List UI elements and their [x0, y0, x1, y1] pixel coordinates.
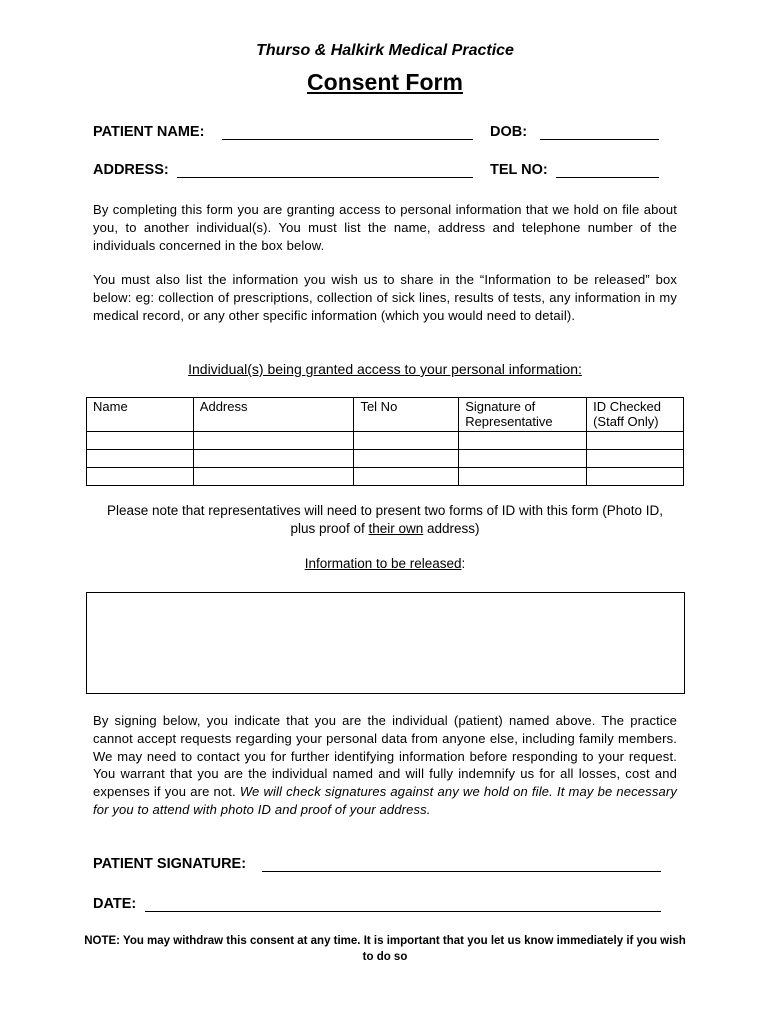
column-header-signature: Signature of Representative [459, 398, 587, 432]
date-field[interactable] [145, 911, 661, 912]
date-label: DATE: [93, 896, 137, 912]
intro-paragraph-1: By completing this form you are granting access to personal information that we hold on file about you, to another individual(s). You must list the name, address and telephone number of the individuals concerned in the box below. [93, 202, 677, 253]
form-title: Consent Form [307, 69, 463, 95]
dob-label: DOB: [490, 124, 528, 140]
signature-cell[interactable] [459, 468, 587, 486]
address-label: ADDRESS: [93, 162, 169, 178]
address-cell[interactable] [193, 468, 354, 486]
patient-name-field[interactable] [222, 139, 473, 140]
id-checked-cell[interactable] [587, 432, 684, 450]
table-row [87, 450, 684, 468]
table-header-row [87, 398, 684, 432]
tel-label: TEL NO: [490, 162, 548, 178]
name-cell[interactable] [87, 450, 194, 468]
tel-cell[interactable] [354, 432, 459, 450]
signature-cell[interactable] [459, 432, 587, 450]
signature-cell[interactable] [459, 450, 587, 468]
intro-paragraph-2: You must also list the information you wish us to share in the “Information to be released” box below: eg: collection of prescriptions, collection of sick lines, results of tests, any information in my medical record, or any other specific information (which you would need to detail). [93, 272, 677, 323]
address-field[interactable] [177, 177, 473, 178]
patient-signature-label: PATIENT SIGNATURE: [93, 856, 247, 872]
info-release-box[interactable] [86, 592, 685, 694]
column-header-id-checked: ID Checked (Staff Only) [587, 398, 684, 432]
footer-note: NOTE: You may withdraw this consent at any time. It is important that you let us know immediately if you wish to do so [84, 935, 686, 963]
name-cell[interactable] [87, 432, 194, 450]
column-header-name: Name [87, 398, 194, 432]
id-note-emphasis: their own [368, 521, 424, 536]
id-checked-cell[interactable] [587, 468, 684, 486]
address-cell[interactable] [193, 432, 354, 450]
table-row [87, 468, 684, 486]
practice-name: Thurso & Halkirk Medical Practice [256, 42, 514, 59]
tel-field[interactable] [556, 177, 659, 178]
address-cell[interactable] [193, 450, 354, 468]
name-cell[interactable] [87, 468, 194, 486]
info-release-heading-wrap [0, 555, 770, 573]
tel-cell[interactable] [354, 450, 459, 468]
info-release-heading: Information to be released [304, 556, 462, 571]
access-table [86, 397, 684, 486]
declaration-paragraph [93, 712, 677, 819]
id-note [95, 502, 675, 538]
column-header-tel: Tel No [354, 398, 459, 432]
access-table-heading: Individual(s) being granted access to your personal information: [188, 361, 582, 377]
patient-name-label: PATIENT NAME: [93, 124, 205, 140]
column-header-address: Address [193, 398, 354, 432]
tel-cell[interactable] [354, 468, 459, 486]
patient-signature-field[interactable] [262, 871, 661, 872]
id-checked-cell[interactable] [587, 450, 684, 468]
id-note-text: Please note that representatives will need to present two forms of ID with this form (Photo ID, plus proof of [106, 503, 663, 536]
declaration-text: By signing below, you indicate that you are the individual (patient) named above. The practice cannot accept requests regarding your personal data from anyone else, including family members. We may need to contact you for further identifying information before responding to your request. You warrant that you are the individual named and will fully indemnify us for all losses, cost and expenses if you are not. [93, 713, 677, 800]
declaration-italic-text: We will check signatures against any we hold on file. It may be necessary for you to attend with photo ID and proof of your address. [93, 784, 677, 817]
info-release-colon: : [461, 556, 466, 571]
dob-field[interactable] [540, 139, 659, 140]
table-row [87, 432, 684, 450]
id-note-text-end: address) [423, 521, 480, 536]
